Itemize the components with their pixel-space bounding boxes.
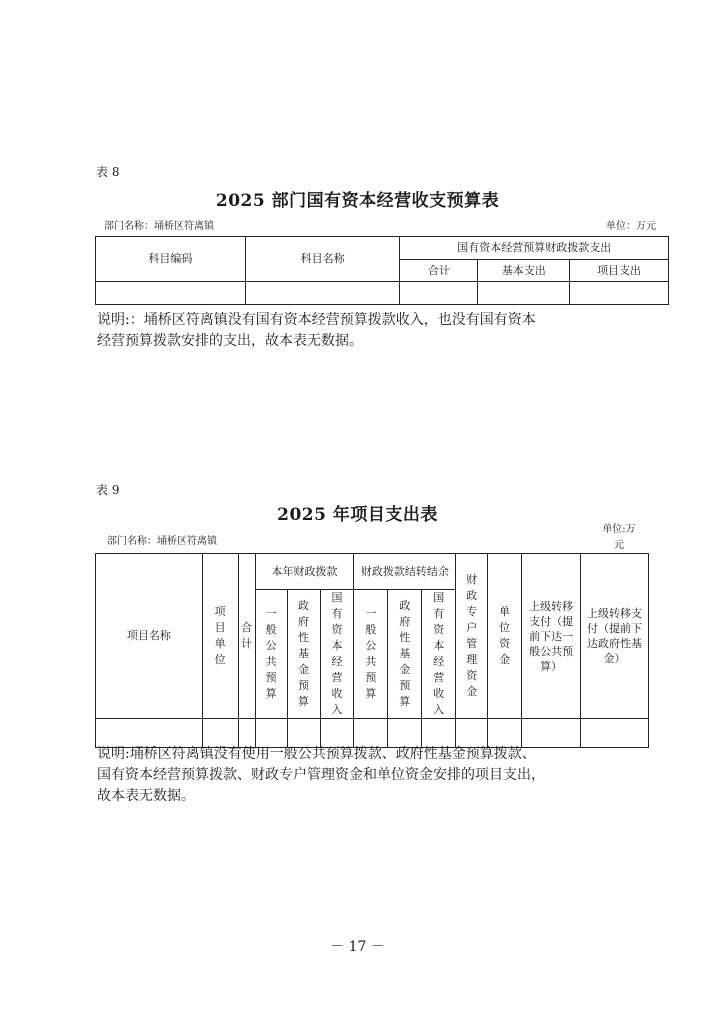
header-subject-name: 科目名称	[245, 237, 400, 282]
header-soe-income: 国有资本经营收入	[320, 590, 354, 719]
table8-label: 表 8	[96, 165, 120, 179]
table-row	[96, 282, 669, 305]
header-general-budget-carry: 一般公共预算	[354, 590, 388, 719]
header-fund-budget: 政府性基金预算	[287, 590, 320, 719]
header-carryover-balance: 财政拨款结转结余	[354, 554, 456, 590]
header-project-name: 项目名称	[96, 554, 203, 719]
table9-title: 2025 年项目支出表	[277, 505, 438, 525]
header-current-year-appropriation: 本年财政拨款	[255, 554, 354, 590]
note-line: 国有资本经营预算拨款、财政专户管理资金和单位资金安排的项目支出，	[97, 767, 545, 783]
table9-label: 表 9	[96, 483, 120, 497]
note-line: 说明:埇桥区符离镇没有使用一般公共预算拨款、政府性基金预算拨款、	[97, 746, 536, 762]
header-total: 合计	[400, 260, 478, 282]
header-unit-funds: 单位资金	[488, 554, 522, 719]
header-transfer-fund: 上级转移支付（提前下达政府性基金）	[581, 554, 649, 719]
table8-title: 2025 部门国有资本经营收支预算表	[215, 191, 500, 211]
note-line: 说明:：埇桥区符离镇没有国有资本经营预算拨款收入，也没有国有资本	[97, 312, 536, 328]
table9	[95, 553, 649, 748]
header-transfer-general: 上级转移支付（提前下达一般公共预算）	[522, 554, 581, 719]
table8-dept: 部门名称：埇桥区符离镇	[104, 221, 214, 232]
table9-dept: 部门名称：埇桥区符离镇	[107, 536, 217, 547]
note-line: 经营预算拨款安排的支出，故本表无数据。	[97, 333, 363, 349]
header-total: 合计	[238, 554, 255, 719]
note-line: 故本表无数据。	[97, 788, 195, 804]
header-soe-income-carry: 国有资本经营收入	[422, 590, 456, 719]
table8-unit: 单位：万元	[606, 221, 656, 232]
header-basic-expenditure: 基本支出	[478, 260, 570, 282]
table8-note	[97, 310, 657, 352]
header-general-budget: 一般公共预算	[255, 590, 287, 719]
header-subject-code: 科目编码	[96, 237, 246, 282]
header-project-unit: 项目单位	[202, 554, 238, 719]
header-fund-budget-carry: 政府性基金预算	[388, 590, 422, 719]
table9-note	[97, 744, 667, 807]
page-number: － 17 －	[330, 939, 385, 955]
table9-unit: 单位:万 元	[602, 524, 636, 551]
header-special-account-funds: 财政专户管理资金	[456, 554, 488, 719]
table8	[95, 236, 669, 305]
header-project-expenditure: 项目支出	[570, 260, 669, 282]
header-soe-expenditure: 国有资本经营预算财政拨款支出	[400, 237, 669, 260]
